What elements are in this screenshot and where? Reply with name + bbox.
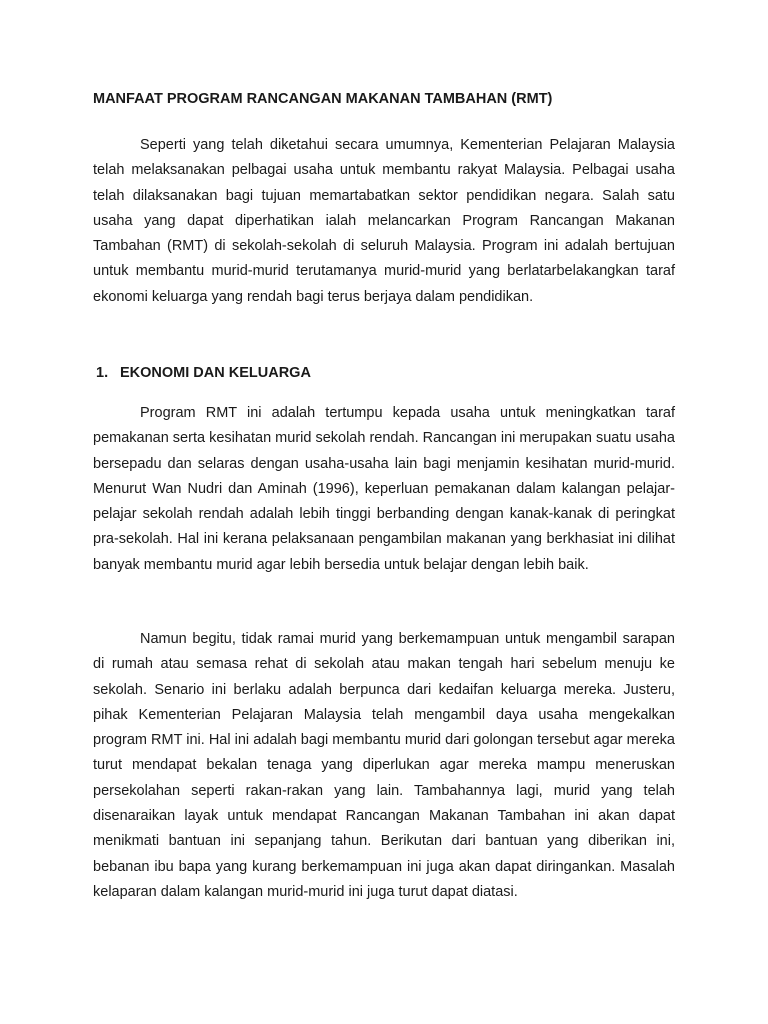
section-title: EKONOMI DAN KELUARGA xyxy=(120,365,311,381)
document-title: MANFAAT PROGRAM RANCANGAN MAKANAN TAMBAHAN (RMT) xyxy=(93,91,553,107)
section-heading xyxy=(96,363,311,383)
section-number: 1. xyxy=(96,365,109,381)
section-paragraph: Program RMT ini adalah tertumpu kepada usaha untuk meningkatkan taraf pemakanan serta kesihatan murid sekolah rendah. Rancangan ini merupakan suatu usaha bersepadu dan selaras dengan usaha-usaha lain bagi menjamin kesihatan murid-murid. Menurut Wan Nudri dan Aminah (1996), keperluan pemakanan dalam kalangan pelajar-pelajar sekolah rendah adalah lebih tinggi berbanding dengan kanak-kanak di peringkat pra-sekolah. Hal ini kerana pelaksanaan pengambilan makanan yang berkhasiat ini dilihat banyak membantu murid agar lebih bersedia untuk belajar dengan lebih baik. xyxy=(93,405,675,573)
section-paragraph: Namun begitu, tidak ramai murid yang berkemampuan untuk mengambil sarapan di rumah atau semasa rehat di sekolah atau makan tengah hari sebelum menuju ke sekolah. Senario ini berlaku adalah berpunca dari kedaifan keluarga mereka. Justeru, pihak Kementerian Pelajaran Malaysia telah mengambil daya usaha mengekalkan program RMT ini. Hal ini adalah bagi membantu murid dari golongan tersebut agar mereka turut mendapat bekalan tenaga yang diperlukan agar mereka mampu meneruskan persekolahan seperti rakan-rakan yang lain. Tambahannya lagi, murid yang telah disenaraikan layak untuk mendapat Rancangan Makanan Tambahan ini akan dapat menikmati bantuan ini sepanjang tahun. Berikutan dari bantuan yang diberikan ini, bebanan ibu bapa yang kurang berkemampuan ini juga akan dapat diringankan. Masalah kelaparan dalam kalangan murid-murid ini juga turut dapat diatasi. xyxy=(93,631,675,900)
intro-paragraph: Seperti yang telah diketahui secara umumnya, Kementerian Pelajaran Malaysia telah melaksanakan pelbagai usaha untuk membantu rakyat Malaysia. Pelbagai usaha telah dilaksanakan bagi tujuan memartabatkan sektor pendidikan negara. Salah satu usaha yang dapat diperhatikan ialah melancarkan Program Rancangan Makanan Tambahan (RMT) di sekolah-sekolah di seluruh Malaysia. Program ini adalah bertujuan untuk membantu murid-murid terutamanya murid-murid yang berlatarbelakangkan taraf ekonomi keluarga yang rendah bagi terus berjaya dalam pendidikan. xyxy=(93,137,675,305)
